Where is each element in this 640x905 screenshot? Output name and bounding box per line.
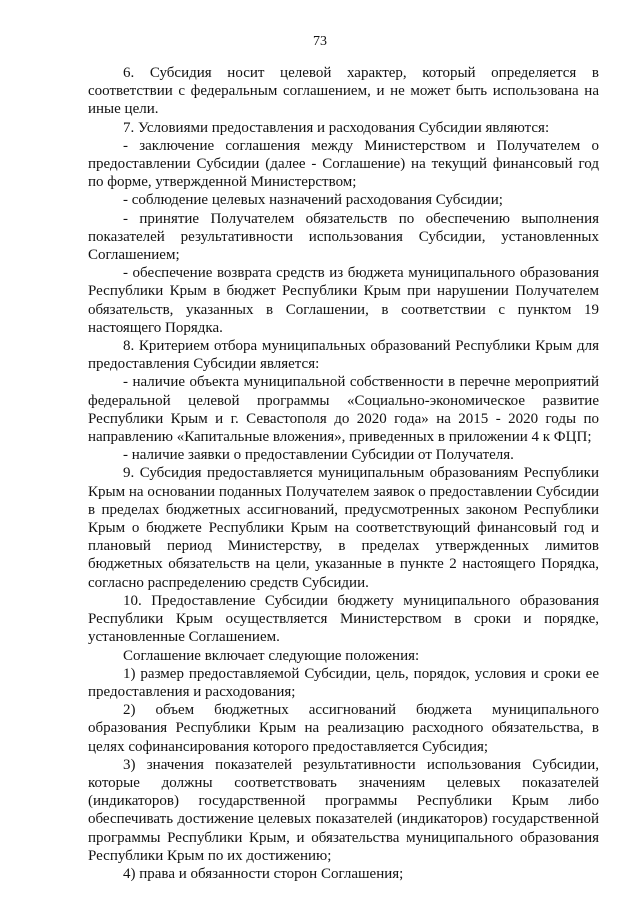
paragraph-10-ministry: 10. Предоставление Субсидии бюджету муниципального образования Республики Крым осуществляется Министерством в сроки и порядке, установленные Соглашением. <box>88 592 599 646</box>
list-item-refund: - обеспечение возврата средств из бюджета муниципального образования Республики Крым в бюджет Республики Крым при нарушении Получателем обязательств, указанных в Соглашении, в соответствии с пунктом 19 настоящего Порядка. <box>88 265 599 336</box>
list-item-agreement: - заключение соглашения между Министерством и Получателем о предоставлении Субсидии (далее - Соглашение) на текущий финансовый год по форме, утвержденной Министерством; <box>88 137 599 191</box>
list-item-3-indicators: 3) значения показателей результативности использования Субсидии, которые должны соответствовать значениям целевых показателей (индикаторов) государственной программы Республики Крым либо обеспечивать достижение целевых показателей (индикаторов) государственной программы Республики Крым, и обязательства муниципального образования Республики Крым по их достижению; <box>88 756 599 864</box>
paragraph-agreement-intro: Соглашение включает следующие положения: <box>123 647 420 664</box>
document-body <box>88 64 599 883</box>
list-item-2-budget: 2) объем бюджетных ассигнований бюджета муниципального образования Республики Крым на реализацию расходного обязательства, в целях софинансирования которого предоставляется Субсидия; <box>88 702 599 755</box>
paragraph-6-purpose: 6. Субсидия носит целевой характер, который определяется в соответствии с федеральным соглашением, и не может быть использована на иные цели. <box>88 65 599 118</box>
paragraph-7-conditions: 7. Условиями предоставления и расходования Субсидии являются: <box>123 119 550 136</box>
list-item-4-rights: 4) права и обязанности сторон Соглашения; <box>123 865 404 882</box>
list-item-program-object: - наличие объекта муниципальной собственности в перечне мероприятий федеральной целевой программы «Социально-экономическое развитие Республики Крым и г. Севастополя до 2020 года» на 2015 - 2020 годы по направлению «Капитальные вложения», приведенных в приложении 4 к ФЦП; <box>88 374 599 446</box>
list-item-application: - наличие заявки о предоставлении Субсидии от Получателя. <box>123 447 514 464</box>
list-item-target-use: - соблюдение целевых назначений расходования Субсидии; <box>123 192 503 209</box>
list-item-obligations: - принятие Получателем обязательств по обеспечению выполнения показателей результативности использования Субсидии, установленных Соглашением; <box>88 210 599 264</box>
paragraph-9-provision: 9. Субсидия предоставляется муниципальным образованиям Республики Крым на основании поданных Получателем заявок о предоставлении Субсидии в пределах бюджетных ассигнований, предусмотренных законом Республики Крым о бюджете Республики Крым на соответствующий финансовый год и плановый период Министерству, в пределах утвержденных лимитов бюджетных обязательств на цели, указанные в пункте 2 настоящего Порядка, согласно распределению средств Субсидии. <box>88 465 599 591</box>
list-item-1-amount: 1) размер предоставляемой Субсидии, цель, порядок, условия и сроки ее предоставления и расходования; <box>88 665 599 700</box>
page-number: 73 <box>313 34 327 49</box>
paragraph-8-criterion: 8. Критерием отбора муниципальных образований Республики Крым для предоставления Субсидии является: <box>88 338 599 373</box>
